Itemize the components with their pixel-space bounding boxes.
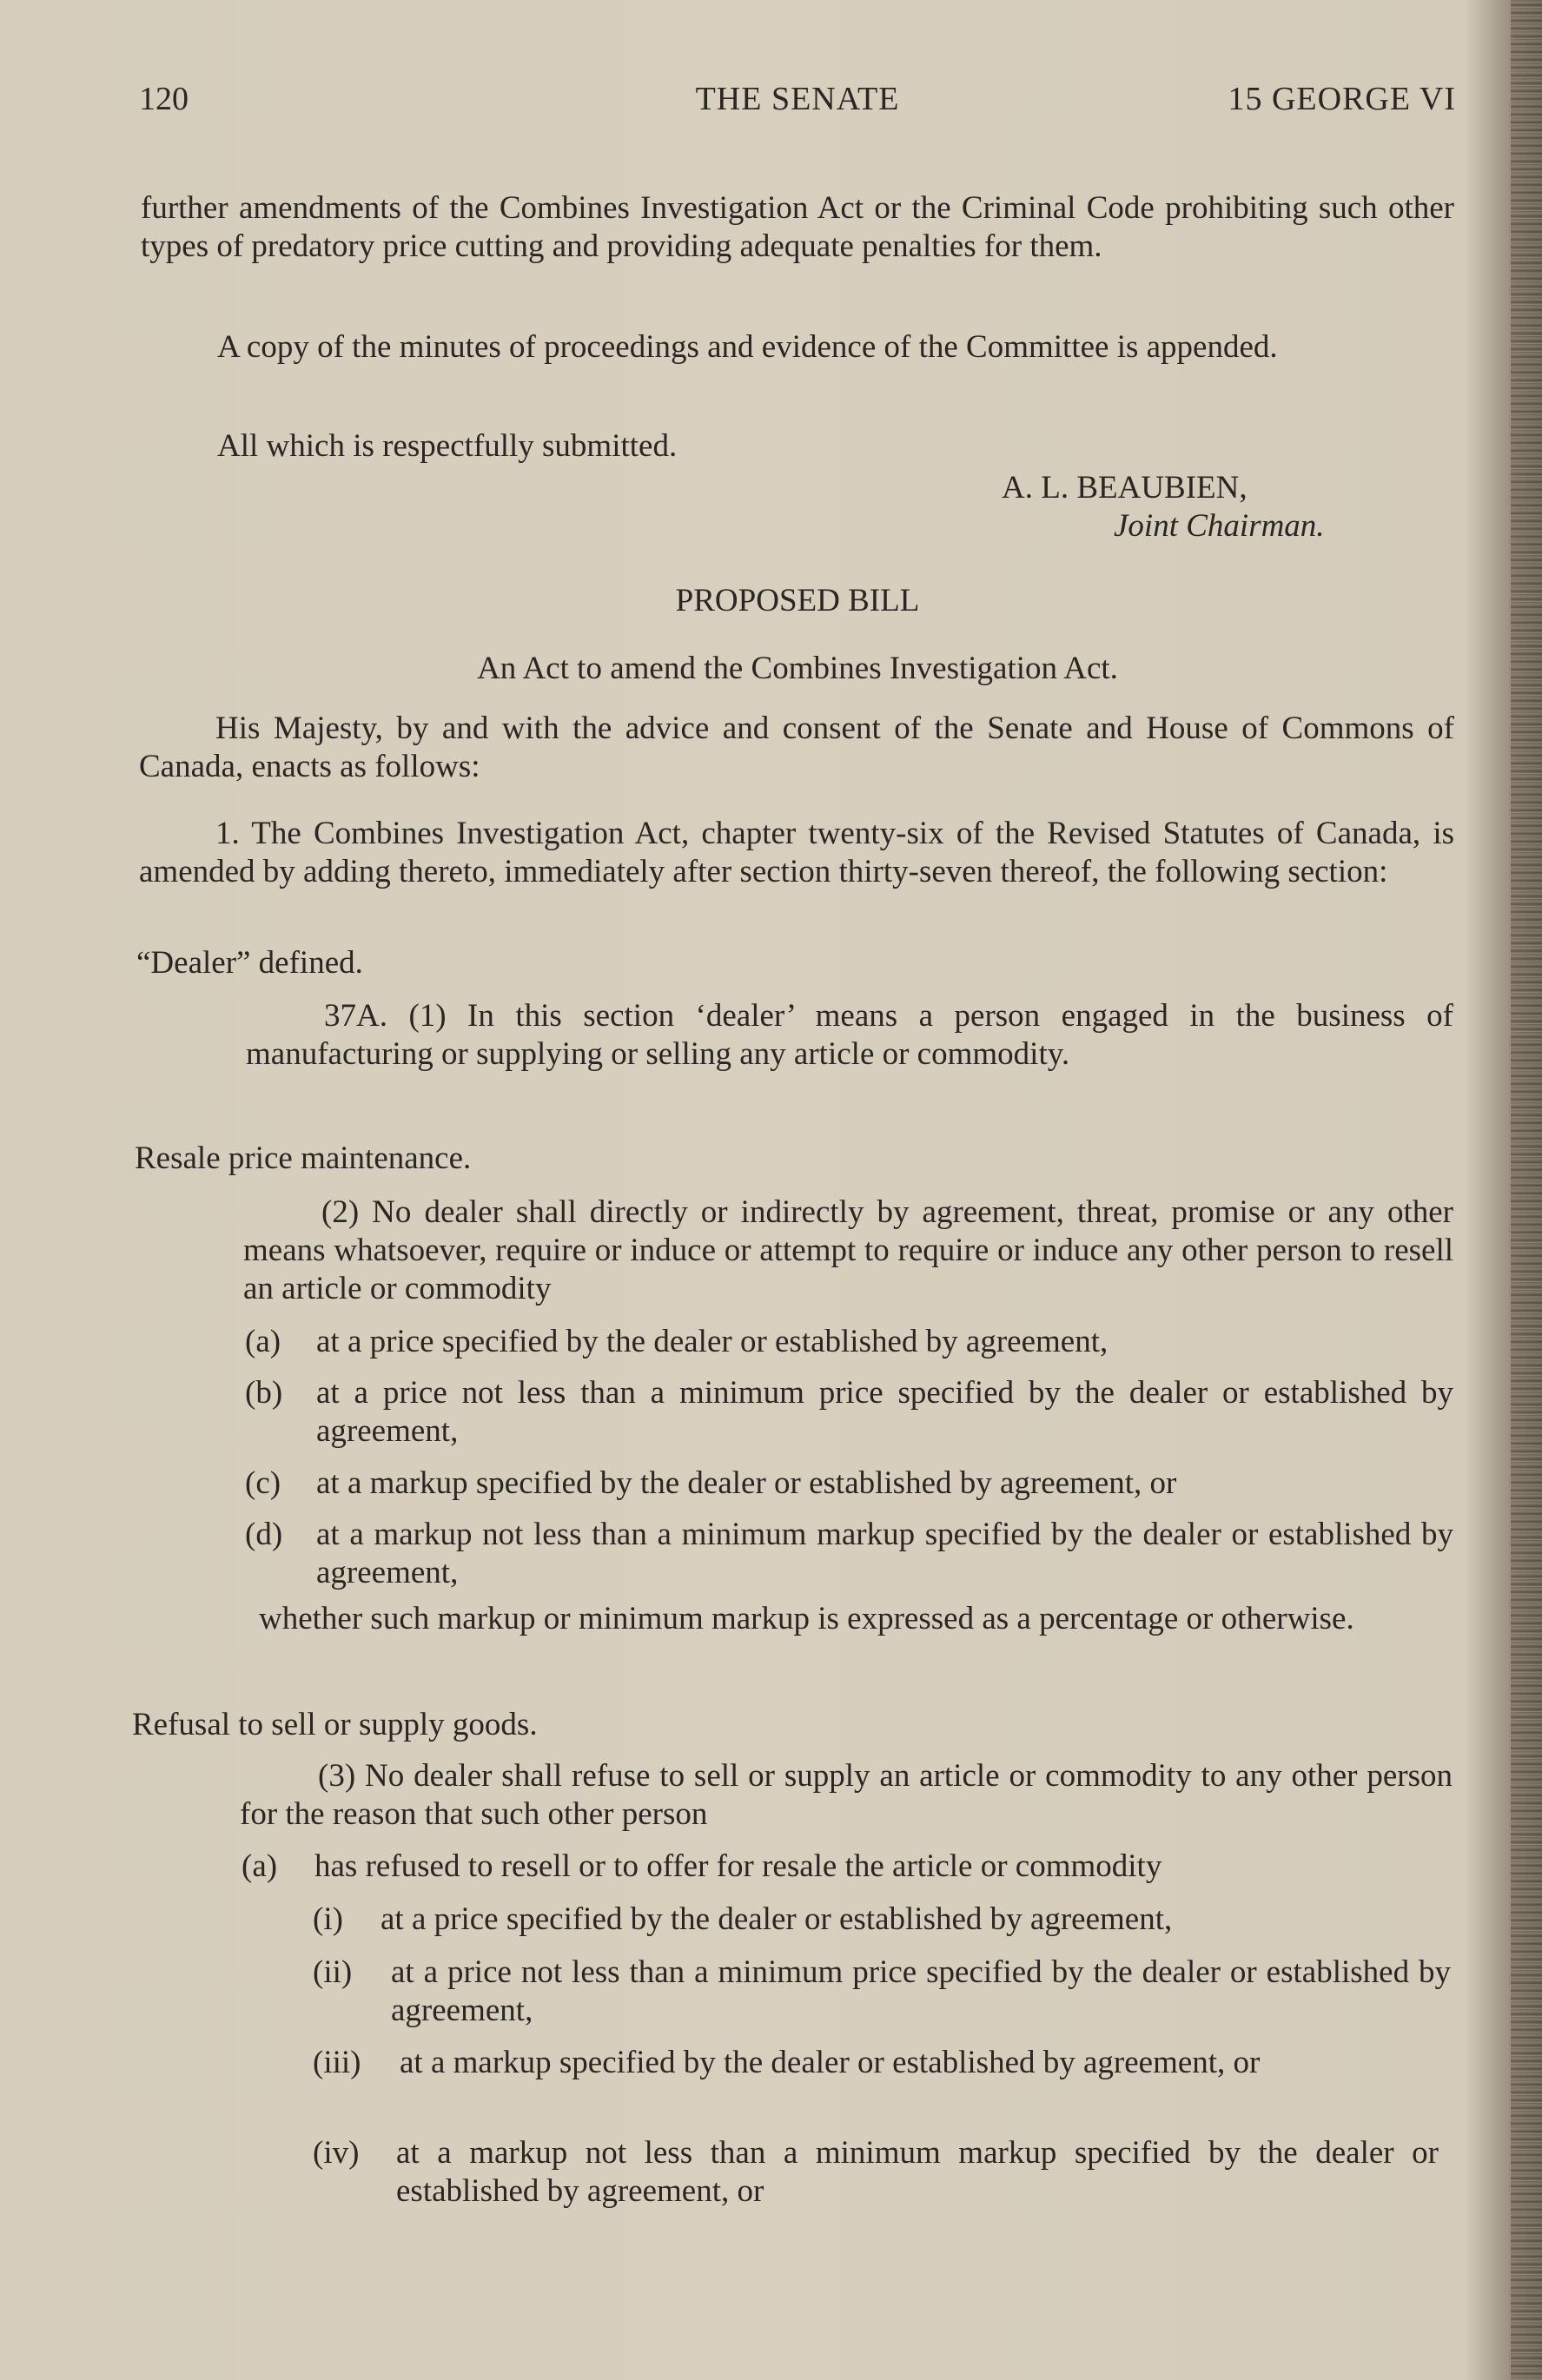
subsection-1: 37A. (1) In this section ‘dealer’ means a person engaged in the business of manufacturing or supplying or selling any article or commodity. bbox=[246, 998, 1453, 1072]
item-label: (a) bbox=[245, 1324, 281, 1359]
subitem-text: at a price not less than a minimum price specified by the dealer or established by agreement, bbox=[391, 1954, 1451, 2028]
item-text: has refused to resell or to offer for resale the article or commodity bbox=[314, 1848, 1162, 1884]
bill-long-title: An Act to amend the Combines Investigation Act. bbox=[477, 651, 1118, 686]
item-label: (b) bbox=[245, 1375, 283, 1411]
running-header bbox=[139, 80, 1456, 118]
paragraph-submitted: All which is respectfully submitted. bbox=[217, 428, 678, 464]
subsection-2: (2) No dealer shall directly or indirectly by agreement, threat, promise or any other means whatsoever, require or induce or attempt to require or induce any other person to resell an article or commodity bbox=[243, 1194, 1453, 1306]
item-text: at a price specified by the dealer or established by agreement, bbox=[316, 1324, 1109, 1359]
page-number: 120 bbox=[139, 81, 189, 117]
item-text: at a markup specified by the dealer or established by agreement, or bbox=[316, 1465, 1177, 1501]
subitem-text: at a markup specified by the dealer or established by agreement, or bbox=[400, 2045, 1261, 2080]
header-title: THE SENATE bbox=[695, 81, 900, 117]
paragraph-continued: further amendments of the Combines Investigation Act or the Criminal Code prohibiting such other types of predatory price cutting and providing adequate penalties for them. bbox=[141, 190, 1454, 264]
item-text: at a markup not less than a minimum markup specified by the dealer or established by agreement, bbox=[316, 1517, 1453, 1590]
marginal-note-resale: Resale price maintenance. bbox=[135, 1140, 472, 1176]
item-label: (c) bbox=[245, 1465, 281, 1501]
paragraph-copy: A copy of the minutes of proceedings and evidence of the Committee is appended. bbox=[217, 329, 1278, 365]
subsection-2-tail: whether such markup or minimum markup is expressed as a percentage or otherwise. bbox=[259, 1601, 1354, 1636]
subitem-text: at a price specified by the dealer or established by agreement, bbox=[381, 1901, 1173, 1937]
subitem-label: (iii) bbox=[313, 2045, 361, 2080]
bill-heading: PROPOSED BILL bbox=[675, 583, 920, 618]
item-label: (d) bbox=[245, 1517, 283, 1552]
subitem-label: (iv) bbox=[313, 2135, 360, 2171]
item-label: (a) bbox=[242, 1848, 278, 1884]
marginal-note-dealer: “Dealer” defined. bbox=[136, 945, 363, 981]
header-session: 15 GEORGE VI bbox=[1228, 81, 1456, 117]
marginal-note-refusal: Refusal to sell or supply goods. bbox=[132, 1707, 538, 1742]
signatory-name: A. L. BEAUBIEN, bbox=[1002, 470, 1247, 506]
subitem-label: (i) bbox=[313, 1901, 343, 1937]
item-text: at a price not less than a minimum price specified by the dealer or established by agreement, bbox=[316, 1375, 1453, 1449]
signatory-title: Joint Chairman. bbox=[1114, 508, 1325, 544]
bill-section-1: 1. The Combines Investigation Act, chapter twenty-six of the Revised Statutes of Canada, is amended by adding thereto, immediately after section thirty-seven thereof, the following section: bbox=[139, 816, 1454, 889]
subsection-3: (3) No dealer shall refuse to sell or supply an article or commodity to any other person for the reason that such other person bbox=[240, 1758, 1453, 1832]
page-edge-shadow bbox=[1511, 0, 1542, 2380]
subitem-label: (ii) bbox=[313, 1954, 353, 1990]
enacting-clause: His Majesty, by and with the advice and consent of the Senate and House of Commons of Canada, enacts as follows: bbox=[139, 711, 1454, 784]
subitem-text: at a markup not less than a minimum markup specified by the dealer or established by agreement, or bbox=[396, 2135, 1439, 2209]
